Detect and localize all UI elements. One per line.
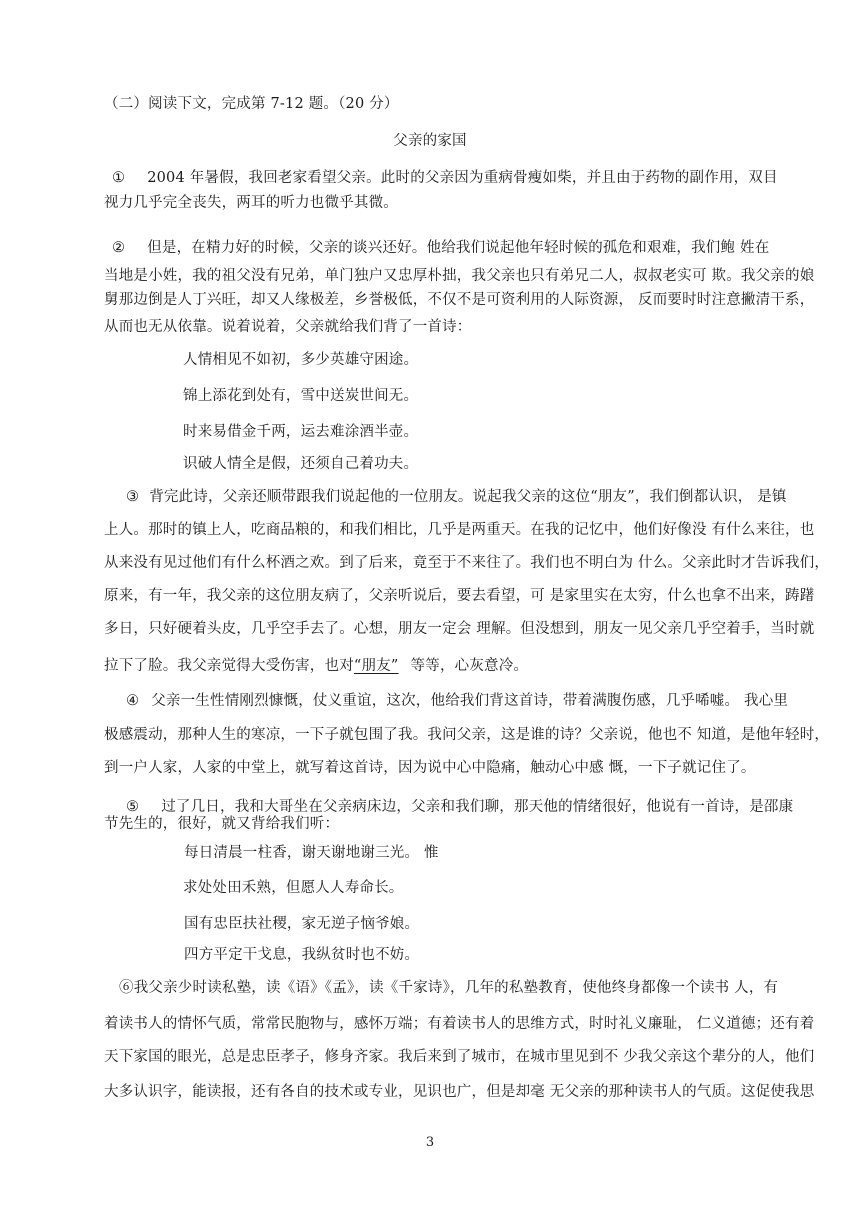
poem-1-line-3: 时来易借金千两，运去难涂酒半壶。 (183, 424, 419, 440)
paragraph-3-line-6-start: 拉下了脸。我父亲觉得大受伤害，也对 (104, 658, 354, 674)
poem-2-line-1: 每日清晨一柱香，谢天谢地谢三光。 惟 (184, 845, 439, 861)
paragraph-3-line-2: 上人。那时的镇上人，吃商品粮的，和我们相比，几乎是两重天。在我的记忆中，他们好像没 有什么来往，也 (104, 522, 815, 538)
paragraph-1-text: 2004 年暑假，我回老家看望父亲。此时的父亲因为重病骨瘦如柴，并且由于药物的副作用，双目 (147, 170, 778, 186)
page-number: 3 (425, 1135, 435, 1150)
paragraph-2-line-2: 当地是小姓，我的祖父没有兄弟，单门独户又忠厚朴拙，我父亲也只有弟兄二人，叔叔老实可 欺。我父亲的娘 (104, 268, 815, 284)
paragraph-1-line-2: 视力几乎完全丧失，两耳的听力也微乎其微。 (104, 195, 398, 211)
paragraph-6-line-2: 着读书人的情怀气质，常常民胞物与，感怀万端；有着读书人的思维方式，时时礼义廉耻， 仁义道德；还有着 (104, 1016, 815, 1032)
poem-2-line-2: 求处处田禾熟，但愿人人寿命长。 (183, 880, 404, 896)
paragraph-1-marker: ① (112, 170, 126, 186)
section-heading: （二）阅读下文，完成第 7-12 题。（20 分） (104, 96, 399, 112)
paragraph-3-line-6-end: 等等，心灰意冷。 (410, 658, 529, 674)
paragraph-4-line-3: 到一户人家，人家的中堂上，就写着这首诗，因为说中心中隐痛，触动心中感 慨，一下子就记住了。 (104, 760, 756, 776)
poem-2-line-4: 四方平定干戈息，我纵贫时也不妨。 (184, 947, 420, 963)
paragraph-2-line-3: 舅那边倒是人丁兴旺，却又人缘极差，乡誉极低，不仅不是可资利用的人际资源， 反而要时时注意撇清干系， (104, 292, 815, 308)
paragraph-4-line-2: 极感震动，那种人生的寒凉，一下子就包围了我。我问父亲，这是谁的诗？父亲说，他也不 知道，是他年轻时， (104, 727, 830, 743)
paragraph-6-line-4: 大多认识字，能读报，还有各自的技术或专业，见识也广，但是却毫 无父亲的那种读书人的气质。这促使我思 (104, 1084, 815, 1100)
paragraph-2-marker: ② (112, 240, 126, 256)
paragraph-2-text: 但是，在精力好的时候，父亲的谈兴还好。他给我们说起他年轻时候的孤危和艰难，我们鲍 姓在 (147, 240, 770, 256)
poem-2-line-3: 国有忠臣扶社稷，家无逆子恼爷娘。 (184, 916, 420, 932)
paragraph-3-line-6 (104, 654, 528, 675)
paragraph-5-marker: ⑤ (126, 799, 140, 815)
paragraph-4-marker: ④ (126, 693, 140, 709)
paragraph-2-line-4: 从而也无从依靠。说着说着，父亲就给我们背了一首诗： (104, 319, 472, 335)
paragraph-2-line-1 (112, 236, 769, 257)
paragraph-3-line-5: 多日，只好硬着头皮，几乎空手去了。心想，朋友一定会 理解。但没想到，朋友一见父亲几乎空着手，当时就 (104, 621, 815, 637)
paragraph-5-line-2: 节先生的，很好，就又背给我们听： (104, 816, 340, 832)
paragraph-1-line-1 (112, 166, 778, 187)
poem-1-line-4: 识破人情全是假，还须自己着功夫。 (183, 456, 419, 472)
paragraph-6-line-1 (119, 976, 778, 997)
paragraph-3-line-4: 原来，有一年，我父亲的这位朋友病了，父亲听说后，要去看望，可 是家里实在太穷，什么也拿不出来，踌躇 (104, 588, 815, 604)
poem-1-line-2: 锦上添花到处有，雪中送炭世间无。 (183, 388, 419, 404)
underlined-friend-quote: “朋友” (353, 658, 399, 674)
poem-1-line-1: 人情相见不如初，多少英雄守困途。 (183, 352, 419, 368)
article-title: 父亲的家国 (393, 133, 467, 149)
paragraph-3-line-1 (126, 485, 787, 506)
paragraph-3-line-3: 从来没有见过他们有什么杯酒之欢。到了后来，竟至于不来往了。我们也不明白为 什么。父亲此时才告诉我们， (104, 555, 830, 571)
paragraph-6-line-3: 天下家国的眼光，总是忠臣孝子，修身齐家。我后来到了城市，在城市里见到不 少我父亲这个辈分的人，他们 (104, 1049, 815, 1065)
paragraph-6-marker: ⑥ (119, 980, 134, 996)
paragraph-3-text: 背完此诗，父亲还顺带跟我们说起他的一位朋友。说起我父亲的这位“朋友”，我们倒都认识， 是镇 (149, 489, 787, 505)
paragraph-3-marker: ③ (126, 489, 140, 505)
paragraph-5-text: 过了几日，我和大哥坐在父亲病床边，父亲和我们聊，那天他的情绪很好，他说有一首诗，是邵康 (161, 799, 794, 815)
paragraph-6-text: 我父亲少时读私塾，读《语》《孟》，读《千家诗》，几年的私塾教育，使他终身都像一个读书 人，有 (133, 980, 779, 996)
paragraph-4-line-1 (126, 689, 788, 710)
paragraph-4-text: 父亲一生性情刚烈慷慨，仗义重谊，这次，他给我们背这首诗，带着满腹伤感，几乎唏嘘。 我心里 (151, 693, 789, 709)
